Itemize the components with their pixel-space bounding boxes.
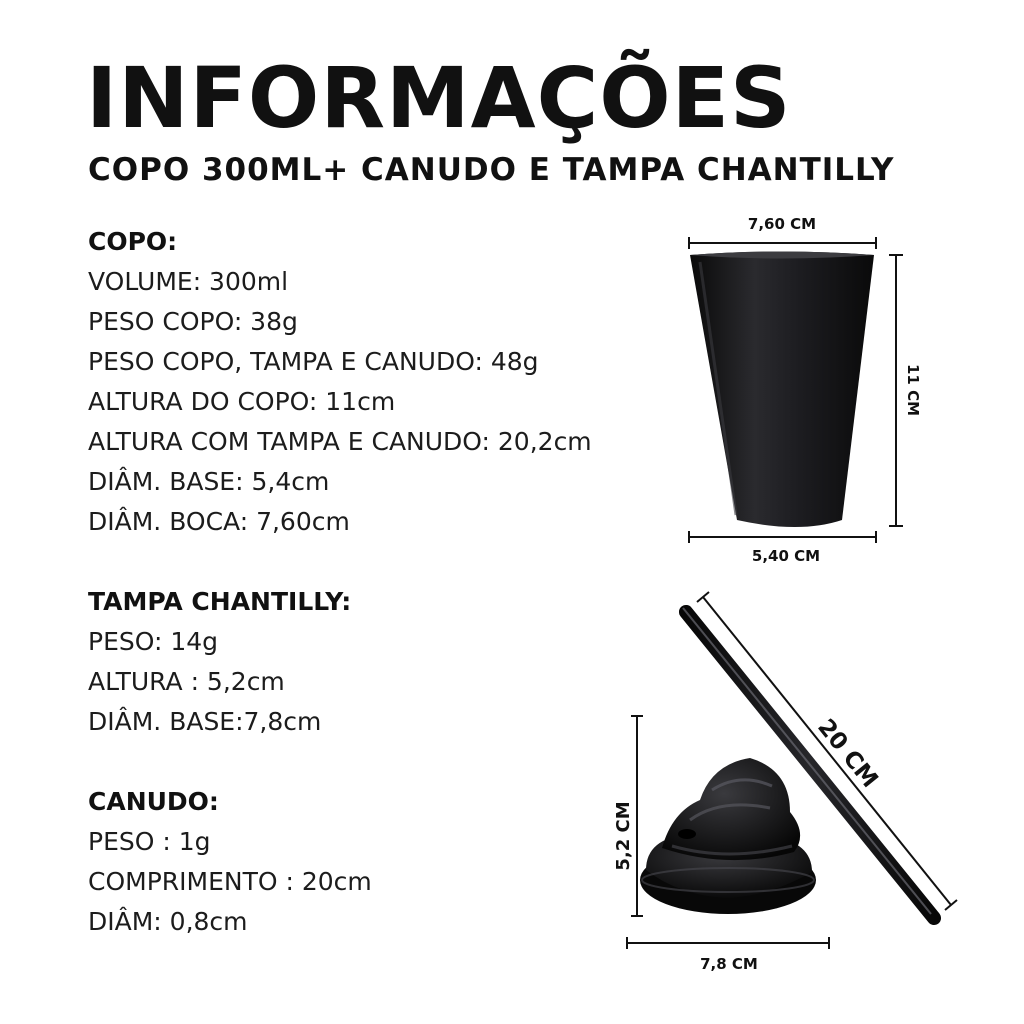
page-title: INFORMAÇÕES — [86, 49, 792, 147]
cup-base-dimension-label: 5,40 CM — [751, 547, 821, 565]
copo-spec-line: DIÂM. BASE: 5,4cm — [88, 467, 330, 496]
cup-base-dimension — [689, 531, 876, 565]
lid-height-dimension — [613, 716, 643, 916]
canudo-spec-line: DIÂM: 0,8cm — [88, 907, 248, 936]
cup-height-dimension-label: 11 CM — [904, 363, 922, 417]
copo-spec-line: PESO COPO: 38g — [88, 307, 298, 336]
canudo-spec-line: PESO : 1g — [88, 827, 211, 856]
cup-height-dimension — [889, 255, 922, 526]
tampa-spec-line: ALTURA : 5,2cm — [88, 667, 285, 696]
copo-spec-line: ALTURA COM TAMPA E CANUDO: 20,2cm — [88, 427, 592, 456]
cup-image — [690, 252, 874, 528]
copo-heading: COPO: — [88, 227, 178, 256]
tampa-spec-line: DIÂM. BASE:7,8cm — [88, 707, 322, 736]
copo-spec-line: PESO COPO, TAMPA E CANUDO: 48g — [88, 347, 539, 376]
lid-image — [640, 758, 816, 914]
cup-top-dimension — [689, 215, 876, 249]
canudo-heading: CANUDO: — [88, 787, 219, 816]
lid-height-dimension-label: 5,2 CM — [613, 801, 634, 871]
tampa-heading: TAMPA CHANTILLY: — [88, 587, 352, 616]
copo-spec-line: VOLUME: 300ml — [88, 267, 289, 296]
copo-spec-line: DIÂM. BOCA: 7,60cm — [88, 507, 350, 536]
lid-base-dimension — [627, 937, 829, 973]
tampa-spec-line: PESO: 14g — [88, 627, 219, 656]
lid-base-dimension-label: 7,8 CM — [700, 955, 758, 973]
cup-top-dimension-label: 7,60 CM — [747, 215, 817, 233]
straw-length-dimension-label: 20 CM — [812, 714, 883, 793]
canudo-spec-line: COMPRIMENTO : 20cm — [88, 867, 372, 896]
copo-spec-line: ALTURA DO COPO: 11cm — [88, 387, 396, 416]
page-subtitle: COPO 300ML+ CANUDO E TAMPA CHANTILLY — [88, 152, 895, 188]
